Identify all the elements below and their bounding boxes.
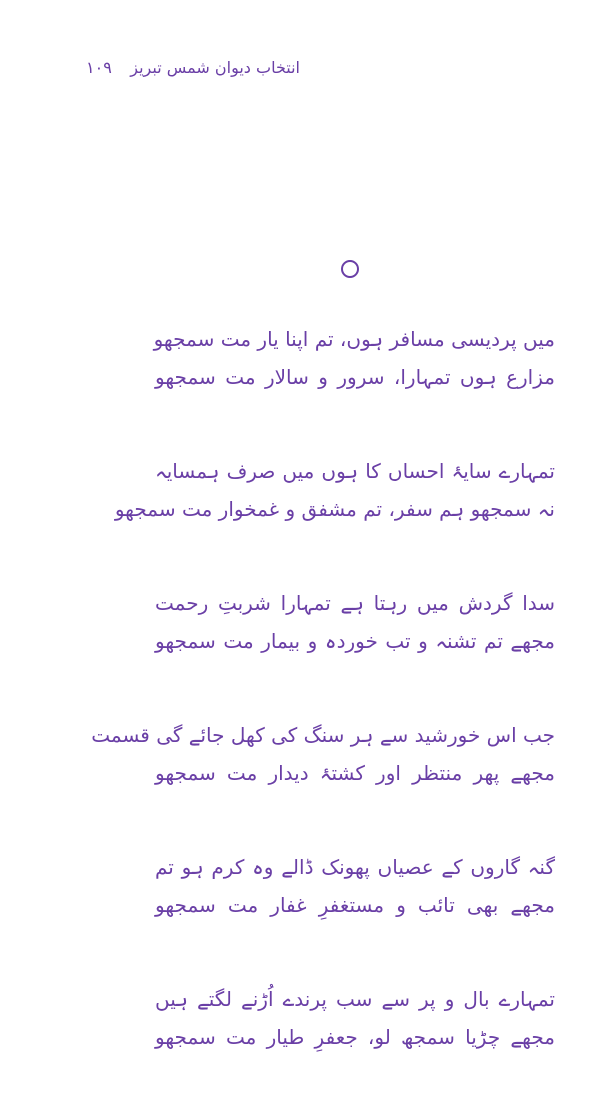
stanza (155, 584, 555, 660)
poem (91, 320, 555, 1112)
verse-line: نہ سمجھو ہم سفر، تم مشفق و غمخوار مت سمجھو (114, 497, 555, 521)
verse-line: سدا گردش میں رہتا ہے تمہارا شربتِ رحمت (155, 591, 555, 615)
stanza (155, 980, 555, 1056)
verse-line: مجھے پھر منتظر اور کشتۂ دیدار مت سمجھو (155, 761, 555, 785)
stanza (155, 848, 555, 924)
stanza (114, 452, 555, 528)
verse-line: گنہ گاروں کے عصیاں پھونک ڈالے وہ کرم ہو تم (155, 855, 555, 879)
running-title: انتخاب دیوان شمس تبریز (130, 58, 300, 77)
verse-line: میں پردیسی مسافر ہوں، تم اپنا یار مت سمجھو (153, 327, 555, 351)
stanza (91, 716, 555, 792)
verse-line: مجھے تم تشنہ و تب خوردہ و بیمار مت سمجھو (155, 629, 555, 653)
verse-line: مجھے چڑیا سمجھ لو، جعفرِ طیار مت سمجھو (155, 1025, 555, 1049)
page-number: ۱۰۹ (86, 58, 112, 77)
stanza (155, 320, 555, 396)
verse-line: تمہارے سایۂ احساں کا ہوں میں صرف ہمسایہ (155, 459, 555, 483)
section-ornament-icon (341, 260, 359, 278)
verse-line: جب اس خورشید سے ہر سنگ کی کھل جائے گی قسمت (91, 723, 555, 747)
page-header (80, 54, 300, 84)
verse-line: مزارع ہوں تمہارا، سرور و سالار مت سمجھو (155, 365, 555, 389)
verse-line: مجھے بھی تائب و مستغفرِ غفار مت سمجھو (155, 893, 555, 917)
verse-line: تمہارے بال و پر سے سب پرندے اُڑنے لگتے ہیں (155, 987, 555, 1011)
